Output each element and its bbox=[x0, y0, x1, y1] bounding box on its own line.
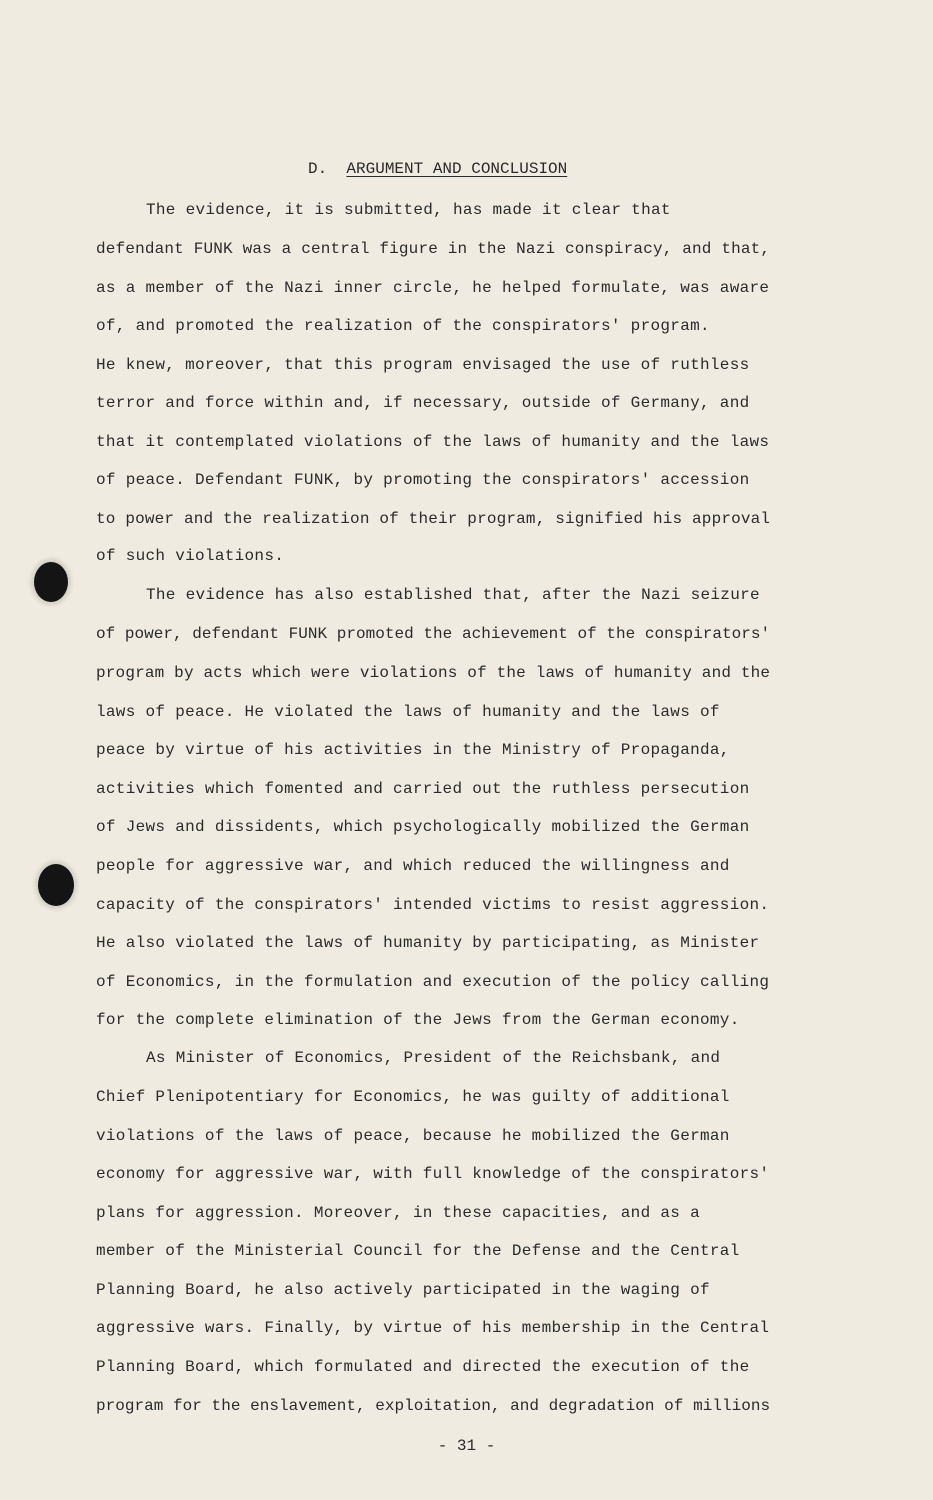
section-letter: D. bbox=[308, 160, 328, 178]
text-line: activities which fomented and carried out the ruthless persecution bbox=[96, 780, 750, 798]
punch-hole-lower bbox=[38, 864, 74, 906]
text-line: as a member of the Nazi inner circle, he helped formulate, was aware bbox=[96, 279, 770, 297]
text-line: of power, defendant FUNK promoted the achievement of the conspirators' bbox=[96, 625, 771, 643]
text-line: of, and promoted the realization of the conspirators' program. bbox=[96, 317, 710, 335]
section-heading bbox=[308, 160, 567, 178]
text-line: of Economics, in the formulation and execution of the policy calling bbox=[96, 973, 770, 991]
text-line: The evidence has also established that, after the Nazi seizure bbox=[146, 586, 760, 604]
text-line: Chief Plenipotentiary for Economics, he was guilty of additional bbox=[96, 1088, 730, 1106]
text-line: peace by virtue of his activities in the Ministry of Propaganda, bbox=[96, 741, 730, 759]
text-line: aggressive wars. Finally, by virtue of his membership in the Central bbox=[96, 1319, 770, 1337]
text-line: defendant FUNK was a central figure in the Nazi conspiracy, and that, bbox=[96, 240, 771, 258]
text-line: that it contemplated violations of the laws of humanity and the laws bbox=[96, 433, 770, 451]
text-line: of such violations. bbox=[96, 547, 285, 565]
text-line: violations of the laws of peace, because he mobilized the German bbox=[96, 1127, 730, 1145]
text-line: people for aggressive war, and which reduced the willingness and bbox=[96, 857, 730, 875]
text-line: He also violated the laws of humanity by participating, as Minister bbox=[96, 934, 760, 952]
text-line: terror and force within and, if necessary, outside of Germany, and bbox=[96, 394, 750, 412]
text-line: to power and the realization of their program, signified his approval bbox=[96, 510, 771, 528]
page-number: - 31 - bbox=[437, 1437, 496, 1455]
punch-hole-upper bbox=[34, 562, 68, 602]
text-line: As Minister of Economics, President of the Reichsbank, and bbox=[146, 1049, 721, 1067]
text-line: Planning Board, he also actively participated in the waging of bbox=[96, 1281, 710, 1299]
text-line: plans for aggression. Moreover, in these capacities, and as a bbox=[96, 1204, 700, 1222]
text-line: The evidence, it is submitted, has made it clear that bbox=[146, 201, 671, 219]
text-line: laws of peace. He violated the laws of humanity and the laws of bbox=[96, 703, 720, 721]
text-line: of peace. Defendant FUNK, by promoting the conspirators' accession bbox=[96, 471, 750, 489]
section-title: ARGUMENT AND CONCLUSION bbox=[346, 160, 568, 178]
text-line: for the complete elimination of the Jews from the German economy. bbox=[96, 1011, 740, 1029]
text-line: He knew, moreover, that this program envisaged the use of ruthless bbox=[96, 356, 750, 374]
text-line: capacity of the conspirators' intended victims to resist aggression. bbox=[96, 896, 770, 914]
text-line: program for the enslavement, exploitation, and degradation of millions bbox=[96, 1397, 771, 1415]
text-line: program by acts which were violations of the laws of humanity and the bbox=[96, 664, 771, 682]
text-line: member of the Ministerial Council for the Defense and the Central bbox=[96, 1242, 740, 1260]
text-line: economy for aggressive war, with full knowledge of the conspirators' bbox=[96, 1165, 770, 1183]
text-line: of Jews and dissidents, which psychologically mobilized the German bbox=[96, 818, 750, 836]
text-line: Planning Board, which formulated and directed the execution of the bbox=[96, 1358, 750, 1376]
